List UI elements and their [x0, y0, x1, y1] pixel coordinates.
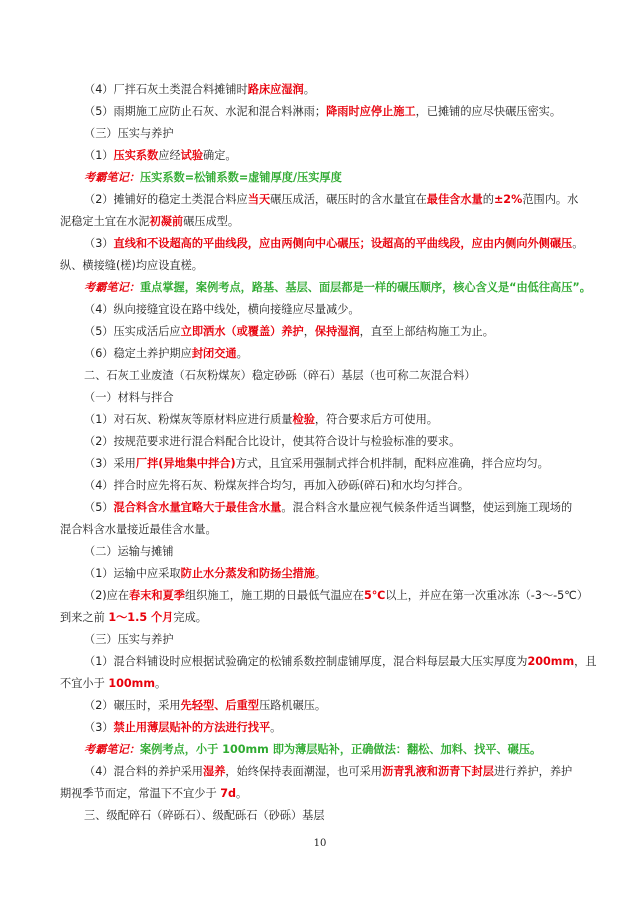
text-line — [84, 126, 614, 142]
body-text: 混合料含水量接近最佳含水量。 — [60, 523, 217, 536]
body-text: 。 — [572, 237, 584, 250]
highlight-text: 压实系数 — [113, 149, 159, 162]
highlight-text: 最佳含水量 — [426, 193, 483, 206]
text-line — [60, 676, 590, 692]
body-text: （2）按规范要求进行混合料配合比设计，使其符合设计与检验标准的要求。 — [84, 435, 461, 448]
highlight-text: 立即洒水（或覆盖）养护 — [180, 325, 304, 338]
body-text: （3） — [84, 721, 114, 734]
text-line — [60, 258, 590, 274]
text-line — [84, 588, 614, 604]
highlight-text: 湿养 — [203, 765, 226, 778]
text-line — [84, 412, 614, 428]
body-text: 的 — [482, 193, 494, 206]
body-text: ，符合要求后方可使用。 — [314, 413, 438, 426]
body-text: 方式，且宜采用强制式拌合机拌制，配料应准确，拌合应均匀。 — [235, 457, 549, 470]
highlight-text: 保持湿润 — [314, 325, 360, 338]
note-label: 考霸笔记： — [84, 281, 140, 294]
body-text: 确定。 — [203, 149, 237, 162]
body-text: （3） — [84, 237, 114, 250]
body-text: 压路机碾压。 — [258, 699, 327, 712]
body-text: ，且 — [574, 655, 597, 668]
body-text: 以上，并应在第一次重冰冻（-3～-5℃） — [385, 589, 589, 602]
text-line — [84, 302, 614, 318]
highlight-text: 试验 — [180, 149, 204, 162]
text-line — [84, 500, 614, 516]
note-label: 考霸笔记： — [84, 743, 140, 756]
text-line — [60, 214, 590, 230]
highlight-text: 压实系数=松铺系数=虚铺厚度/压实厚度 — [139, 171, 342, 184]
body-text: （1） — [84, 149, 114, 162]
text-line — [60, 786, 590, 802]
text-line — [84, 82, 614, 98]
text-line — [84, 236, 614, 252]
body-text: （2）摊铺好的稳定土类混合料应 — [84, 193, 248, 206]
text-line — [84, 654, 614, 670]
highlight-text: 100mm — [108, 677, 155, 690]
highlight-text: 防止水分蒸发和防扬尘措施 — [180, 567, 315, 580]
text-line — [84, 478, 614, 494]
body-text: （5） — [84, 501, 114, 514]
body-text: （2）碾压时，采用 — [84, 699, 181, 712]
page-number: 10 — [313, 838, 327, 849]
text-line — [84, 390, 614, 406]
text-line — [84, 566, 614, 582]
body-text: 。 — [270, 721, 282, 734]
body-text: ， — [303, 325, 315, 338]
highlight-text: 直线和不设超高的平曲线段，应由两侧向中心碾压；设超高的平曲线段，应由内侧向外侧碾压 — [113, 237, 573, 250]
highlight-text: 先轻型、后重型 — [180, 699, 259, 712]
highlight-text: 1～1.5 个月 — [108, 611, 174, 624]
text-line — [84, 808, 614, 824]
body-text: （4）厂拌石灰土类混合料摊铺时 — [84, 83, 248, 96]
highlight-text: 沥青乳液和沥青下封层 — [382, 765, 494, 778]
body-text: 纵、横接缝(槎)均应设直槎。 — [60, 259, 203, 272]
body-text: 进行养护，养护 — [493, 765, 573, 778]
body-text: （三）压实与养护 — [84, 127, 174, 140]
body-text: ，直至上部结构施工为止。 — [359, 325, 494, 338]
body-text: （1）对石灰、粉煤灰等原材料应进行质量 — [84, 413, 293, 426]
body-text: （3）采用 — [84, 457, 136, 470]
body-text: 到来之前 — [60, 611, 109, 624]
body-text: 泥稳定土宜在水泥 — [60, 215, 150, 228]
body-text: （三）压实与养护 — [84, 633, 174, 646]
highlight-text: 厂拌(异地集中拌合) — [135, 457, 236, 470]
body-text: 二、石灰工业废渣（石灰粉煤灰）稳定砂砾（碎石）基层（也可称二灰混合料） — [84, 369, 476, 382]
highlight-text: 降雨时应停止施工 — [326, 105, 416, 118]
body-text: ，始终保持表面潮湿，也可采用 — [225, 765, 383, 778]
body-text: 三、级配碎石（碎砾石）、级配砾石（砂砾）基层 — [84, 809, 325, 822]
highlight-text: 当天 — [247, 193, 271, 206]
highlight-text: 200mm — [527, 655, 575, 668]
body-text: 期视季节而定，常温下不宜少于 — [60, 787, 221, 800]
text-line — [84, 192, 614, 208]
text-line — [84, 764, 614, 780]
body-text: 碾压成活，碾压时的含水量宜在 — [270, 193, 427, 206]
body-text: （4）混合料的养护采用 — [84, 765, 203, 778]
highlight-text: 春末和夏季 — [129, 589, 185, 602]
text-line — [84, 742, 614, 758]
body-text: 。 — [314, 567, 327, 580]
body-text: （4）纵向接缝宜设在路中线处，横向接缝应尽量减少。 — [84, 303, 360, 316]
highlight-text: 案例考点，小于 100mm 即为薄层贴补，正确做法：翻松、加料、找平、碾压。 — [139, 743, 542, 756]
highlight-text: 7d — [220, 787, 236, 800]
text-line — [84, 170, 614, 186]
body-text: 。 — [236, 347, 248, 360]
body-text: 。混合料含水量应视气候条件适当调整，使运到施工现场的 — [281, 501, 573, 514]
text-line — [60, 610, 590, 626]
body-text: 应经 — [158, 149, 181, 162]
text-line — [84, 632, 614, 648]
body-text: 完成。 — [173, 611, 207, 624]
text-line — [84, 720, 614, 736]
highlight-text: 路床应湿润 — [247, 83, 304, 96]
body-text: 范围内。水 — [522, 193, 579, 206]
body-text: （一）材料与拌合 — [84, 391, 174, 404]
body-text: （1）混合料铺设时应根据试验确定的松铺系数控制虚铺厚度，混合料每层最大压实厚度为 — [84, 655, 528, 668]
highlight-text: 5℃ — [364, 589, 386, 602]
note-label: 考霸笔记： — [84, 171, 140, 184]
body-text: 碾压成型。 — [183, 215, 240, 228]
text-line — [84, 698, 614, 714]
body-text: （4）拌合时应先将石灰、粉煤灰拌合均匀，再加入砂砾(碎石)和水均匀拌合。 — [84, 479, 470, 492]
text-line — [84, 368, 614, 384]
body-text: 。 — [235, 787, 248, 800]
text-line — [84, 544, 614, 560]
body-text: （5）雨期施工应防止石灰、水泥和混合料淋雨； — [84, 105, 327, 118]
highlight-text: ±2% — [493, 193, 523, 206]
body-text: （5）压实成活后应 — [84, 325, 181, 338]
body-text: ，已摊铺的应尽快碾压密实。 — [415, 105, 562, 118]
text-line — [84, 148, 614, 164]
body-text: 组织施工，施工期的日最低气温应在 — [185, 589, 365, 602]
text-line — [84, 280, 614, 296]
body-text: 。 — [303, 83, 315, 96]
body-text: 。 — [154, 677, 167, 690]
text-line — [84, 104, 614, 120]
highlight-text: 初凝前 — [149, 215, 184, 228]
highlight-text: 检验 — [292, 413, 315, 426]
body-text: （二）运输与摊铺 — [84, 545, 174, 558]
body-text: （1）运输中应采取 — [84, 567, 181, 580]
text-line — [84, 324, 614, 340]
body-text: （2)应在 — [84, 589, 130, 602]
highlight-text: 混合料含水量宜略大于最佳含水量 — [113, 501, 282, 514]
text-line — [84, 456, 614, 472]
body-text: 不宜小于 — [60, 677, 109, 690]
text-line — [84, 434, 614, 450]
text-line — [84, 346, 614, 362]
highlight-text: 重点掌握，案例考点，路基、基层、面层都是一样的碾压顺序，核心含义是“由低往高压”。 — [139, 281, 591, 294]
highlight-text: 封闭交通 — [191, 347, 237, 360]
body-text: （6）稳定土养护期应 — [84, 347, 192, 360]
text-line — [60, 522, 590, 538]
highlight-text: 禁止用薄层贴补的方法进行找平 — [113, 721, 271, 734]
